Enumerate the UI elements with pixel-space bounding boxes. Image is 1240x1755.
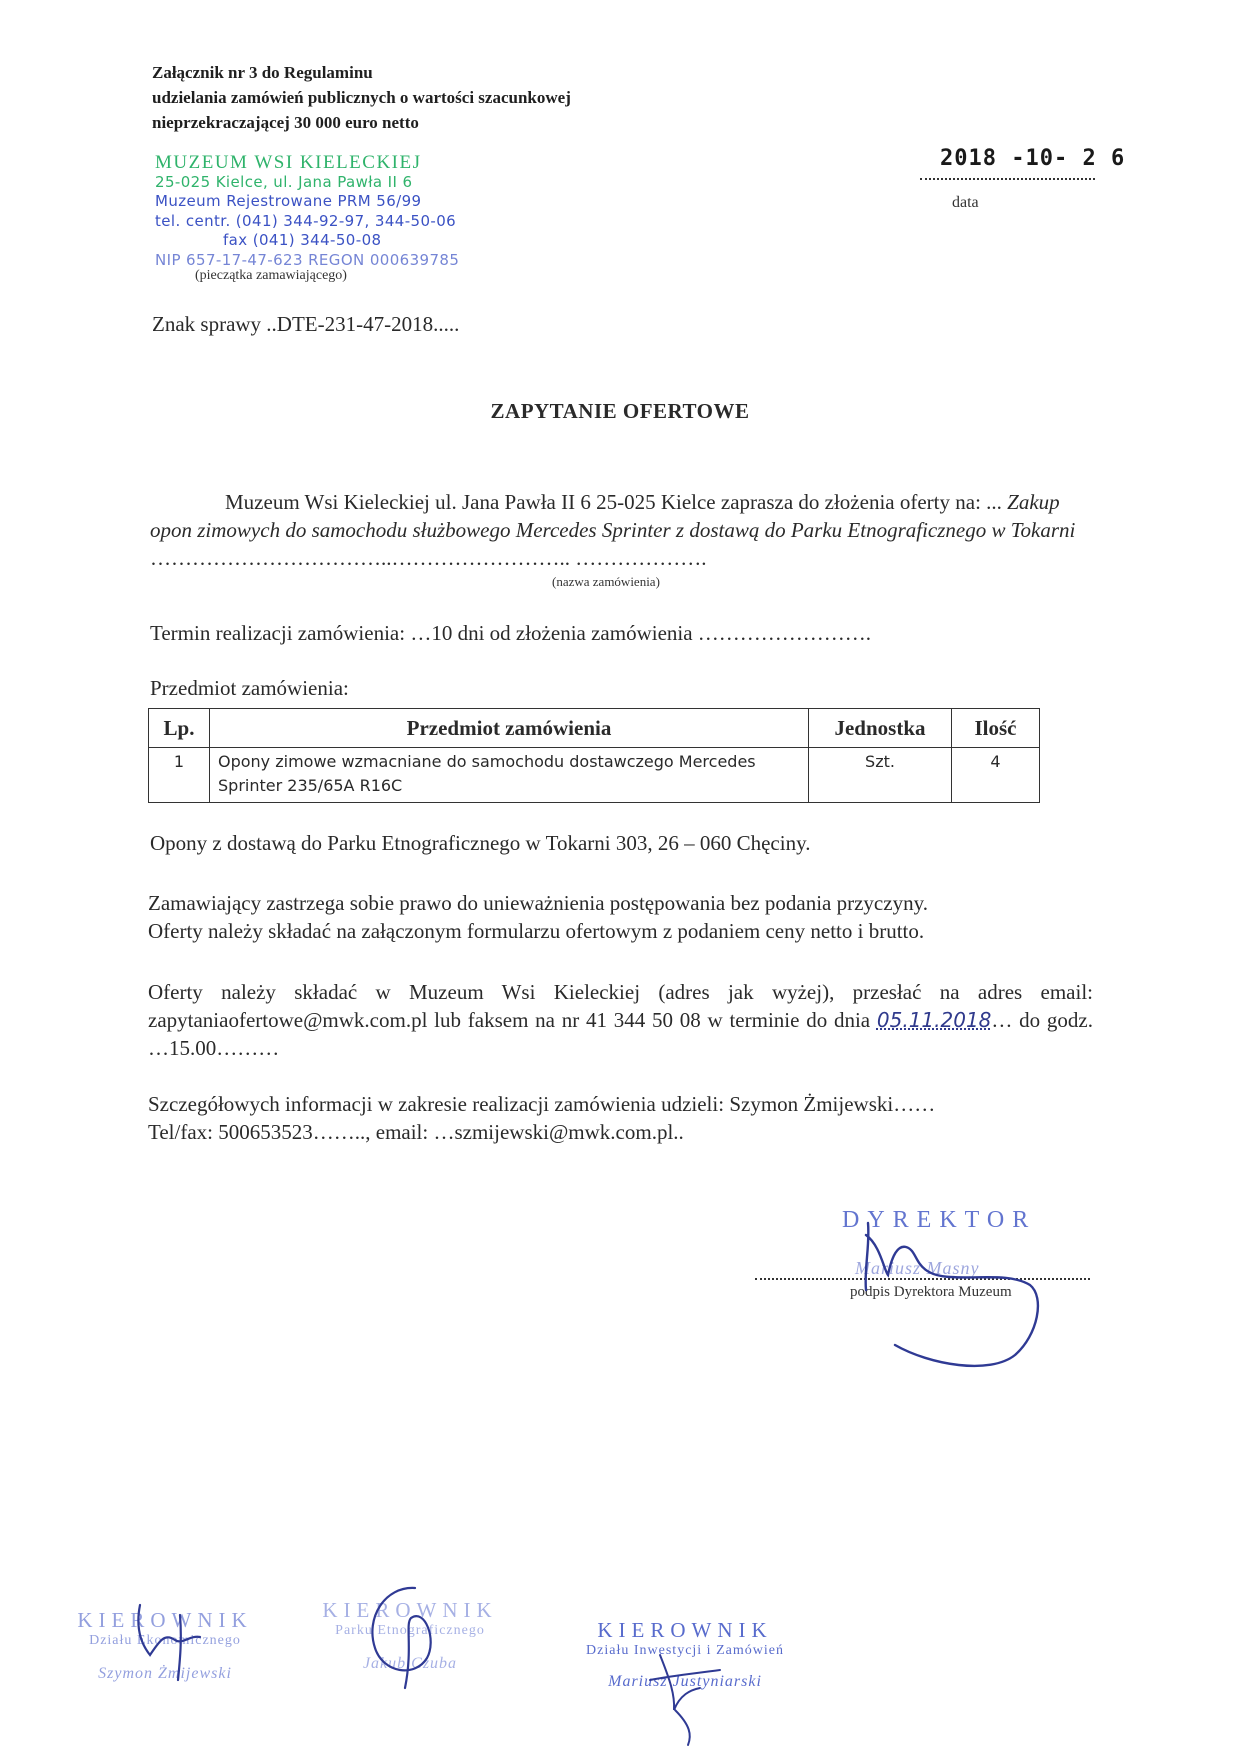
stamp-title: KIEROWNIK (322, 1598, 498, 1622)
signature-caption: podpis Dyrektora Muzeum (850, 1284, 1012, 1300)
deadline-rest: … do godz. …15.00……… (148, 1008, 1093, 1060)
intro-lead: Muzeum Wsi Kieleckiej ul. Jana Pawła II 6 25-025 Kielce zaprasza do złożenia oferty na: ... (225, 490, 1002, 514)
header-line: udzielania zamówień publicznych o wartości szacunkowej (152, 88, 571, 107)
stamp-dept: Parku Etnograficznego (335, 1623, 485, 1638)
stamp-dept: Działu Ekonomicznego (89, 1633, 241, 1648)
cell-lp: 1 (149, 748, 210, 803)
reserve-line: Zamawiający zastrzega sobie prawo do unieważnienia postępowania bez podania przyczyny. (148, 891, 928, 915)
stamp-dept: Działu Inwestycji i Zamówień (586, 1643, 784, 1658)
director-signature-mark (840, 1215, 1070, 1395)
contact-line: Tel/fax: 500653523…….., email: …szmijewski@mwk.com.pl.. (148, 1120, 684, 1144)
items-table (148, 708, 1040, 803)
stamp-caption: (pieczątka zamawiającego) (195, 268, 347, 283)
table-row (149, 748, 1040, 803)
stamp-title: KIEROWNIK (77, 1608, 253, 1632)
offers-paragraph (148, 978, 1093, 1062)
signature-mark-3 (630, 1640, 740, 1750)
stamp-address: 25-025 Kielce, ul. Jana Pawła II 6 (155, 172, 413, 191)
attachment-header (152, 60, 571, 135)
intro-paragraph (150, 488, 1095, 572)
subject-label: Przedmiot zamówienia: (150, 676, 349, 700)
header-line: nieprzekraczającej 30 000 euro netto (152, 113, 419, 132)
document-title: ZAPYTANIE OFERTOWE (490, 399, 750, 423)
intro-trail: ……………………………..…………………….. ………………. (150, 546, 707, 570)
stamp-registry: Muzeum Rejestrowane PRM 56/99 (155, 192, 422, 210)
order-name-caption: (nazwa zamówienia) (552, 574, 660, 589)
order-name: Zakup opon zimowych do samochodu służbowego Mercedes Sprinter z dostawą do Parku Etnograficznego w Tokarni (150, 490, 1076, 542)
director-stamp-name: Mariusz Masny (855, 1258, 980, 1278)
offers-text: Oferty należy składać w Muzeum Wsi Kieleckiej (adres jak wyżej), przesłać na adres email: zapytaniaofertowe@mwk.com.pl lub faksem na nr 41 344 50 08 w terminie do dnia (148, 980, 1093, 1032)
cell-item: Opony zimowe wzmacniane do samochodu dostawczego Mercedes Sprinter 235/65A R16C (210, 748, 809, 803)
stamp-fax: fax (041) 344-50-08 (223, 231, 382, 249)
signature-mark-2 (345, 1578, 455, 1698)
reservation-paragraph (148, 889, 1093, 945)
deadline-date-handwritten: 05.11.2018 (876, 1008, 992, 1032)
stamp-name: Jakub Czuba (362, 1655, 458, 1672)
contact-paragraph (148, 1090, 1093, 1146)
museum-stamp (155, 153, 459, 270)
cell-unit: Szt. (809, 748, 952, 803)
director-stamp: DYREKTOR (842, 1207, 1037, 1233)
stamp-phone: tel. centr. (041) 344-92-97, 344-50-06 (155, 211, 457, 230)
stamp-name: Szymon Żmijewski (98, 1665, 232, 1682)
date-dotted-line (920, 176, 1095, 180)
date-stamp: 2018 -10- 2 6 (940, 146, 1126, 171)
table-header-row (149, 709, 1040, 748)
col-header-lp: Lp. (149, 709, 210, 748)
completion-term: Termin realizacji zamówienia: …10 dni od złożenia zamówienia ……………………. (150, 621, 872, 645)
col-header-qty: Ilość (952, 709, 1040, 748)
col-header-item: Przedmiot zamówienia (210, 709, 809, 748)
date-label: data (952, 194, 979, 211)
header-line: Załącznik nr 3 do Regulaminu (152, 63, 373, 82)
cell-qty: 4 (952, 748, 1040, 803)
case-reference: Znak sprawy ..DTE-231-47-2018..... (152, 312, 460, 336)
contact-line: Szczegółowych informacji w zakresie realizacji zamówienia udzieli: Szymon Żmijewski…… (148, 1092, 936, 1116)
stamp-ids: NIP 657-17-47-623 REGON 000639785 (155, 250, 460, 269)
stamp-museum-name: MUZEUM WSI KIELECKIEJ (155, 152, 422, 173)
stamp-name: Mariusz Justyniarski (608, 1673, 762, 1690)
signature-mark-1 (120, 1585, 230, 1685)
col-header-unit: Jednostka (809, 709, 952, 748)
delivery-note: Opony z dostawą do Parku Etnograficznego w Tokarni 303, 26 – 060 Chęciny. (150, 831, 811, 855)
reserve-line: Oferty należy składać na załączonym formularzu ofertowym z podaniem ceny netto i brutto. (148, 919, 925, 943)
stamp-title: KIEROWNIK (597, 1618, 773, 1642)
